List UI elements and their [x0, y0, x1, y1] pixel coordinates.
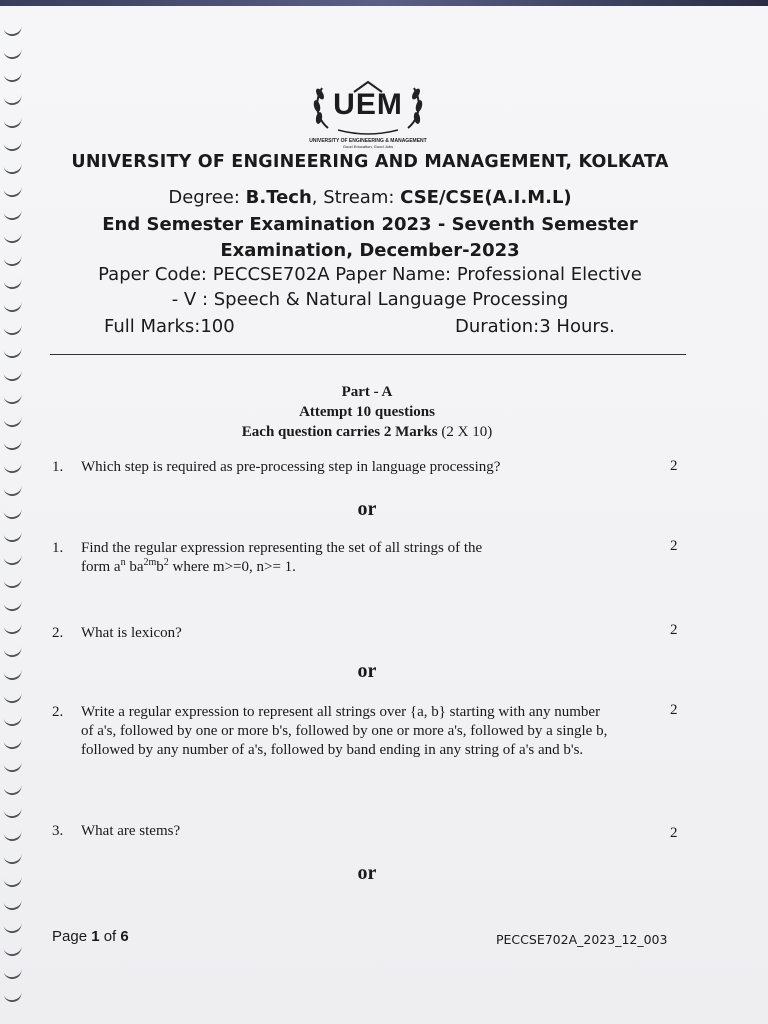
degree-line: Degree: B.Tech, Stream: CSE/CSE(A.I.M.L) — [168, 187, 572, 208]
duration: Duration:3 Hours. — [455, 316, 615, 337]
exam-title-line2: Examination, December-2023 — [220, 240, 520, 261]
question-number: 1. — [52, 540, 64, 556]
question-marks: 2 — [670, 538, 678, 554]
part-instruction: Attempt 10 questions — [299, 404, 435, 420]
question-marks: 2 — [670, 702, 678, 718]
logo-tagline-1: UNIVERSITY OF ENGINEERING & MANAGEMENT — [309, 138, 427, 144]
question-number: 2. — [52, 625, 64, 641]
logo-wordmark: UEM — [333, 88, 403, 121]
stream-value: CSE/CSE(A.I.M.L) — [400, 187, 572, 208]
or-separator: or — [357, 660, 377, 682]
question-text: What is lexicon? — [81, 625, 182, 641]
question-marks: 2 — [670, 458, 678, 474]
page-indicator: Page 1 of 6 — [52, 928, 129, 945]
or-separator: or — [357, 498, 377, 520]
part-marks-note: Each question carries 2 Marks (2 X 10) — [241, 424, 493, 440]
full-marks: Full Marks:100 — [104, 316, 235, 337]
logo-tagline-2: Good Education, Good Jobs — [342, 144, 394, 149]
paper-line1: Paper Code: PECCSE702A Paper Name: Professional Elective — [98, 264, 642, 285]
question-text: Find the regular expression representing the set of all strings of the form $a^n$ $ba^{2m}b^2$ where m>=0, n>= 1. — [81, 540, 483, 575]
question-marks: 2 — [670, 622, 678, 638]
question-marks: 2 — [670, 825, 678, 841]
question-text: What are stems? — [81, 823, 181, 839]
top-edge — [0, 0, 768, 6]
uem-logo — [308, 80, 428, 150]
header-divider — [50, 354, 686, 355]
exam-title-line1: End Semester Examination 2023 - Seventh Semester — [102, 214, 638, 235]
part-title: Part - A — [341, 384, 393, 400]
question-text: Which step is required as pre-processing step in language processing? — [81, 459, 501, 475]
question-text: Write a regular expression to represent all strings over {a, b} starting with any number of a's, followed by one or more b's, followed by one or more a's, followed by a single b, followed by any number of a's, followed by band ending in any string of a's and b's. — [81, 704, 608, 758]
or-separator: or — [357, 862, 377, 884]
degree-value: B.Tech — [245, 187, 312, 208]
university-name: UNIVERSITY OF ENGINEERING AND MANAGEMENT, KOLKATA — [71, 152, 669, 172]
question-number: 2. — [52, 704, 64, 720]
question-number: 3. — [52, 823, 64, 839]
paper-line2: - V : Speech & Natural Language Processing — [171, 289, 569, 310]
question-number: 1. — [52, 459, 64, 475]
paper-code-footer: PECCSE702A_2023_12_003 — [496, 932, 668, 947]
